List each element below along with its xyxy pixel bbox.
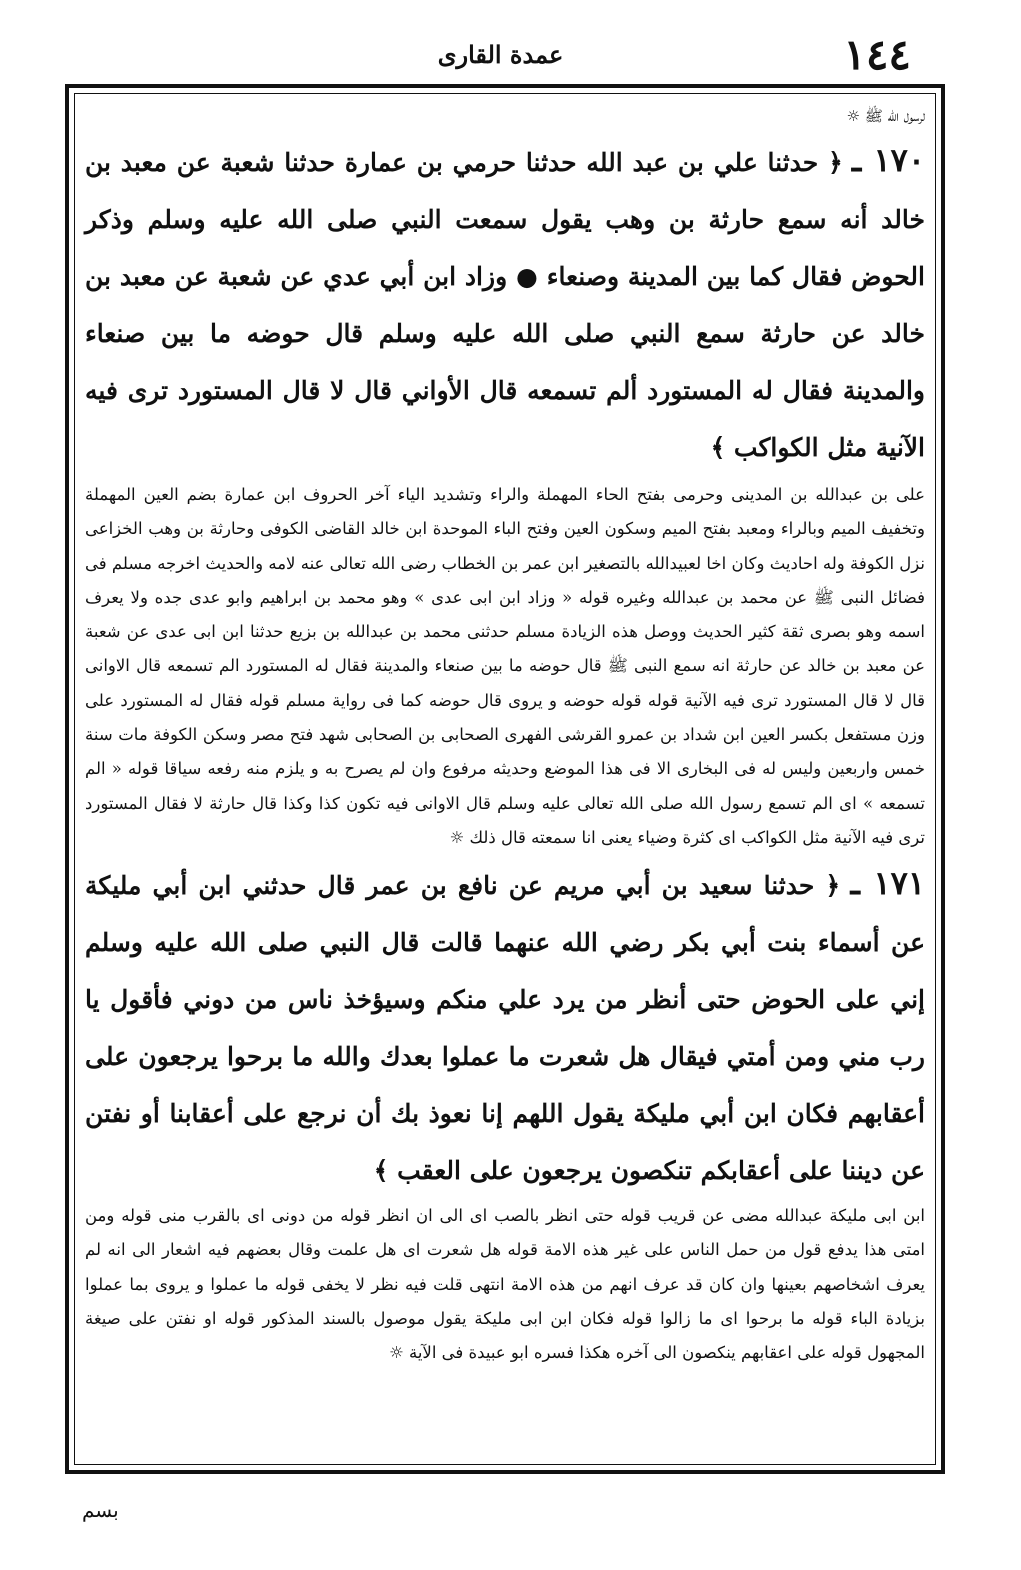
hadith-171-number: ١٧١ ـ: [850, 864, 926, 903]
intro-line: لرسول الله ﷺ ☼: [846, 107, 925, 125]
page-content: [85, 106, 925, 1370]
page-frame: [65, 84, 945, 1474]
page-frame-inner: [74, 93, 936, 1465]
hadith-171-text: ﴿ حدثنا سعيد بن أبي مريم عن نافع بن عمر قال حدثني ابن أبي مليكة عن أسماء بنت أبي بكر رضي الله عنهما قالت قال النبي صلى الله عليه وسلم إني على الحوض حتى أنظر من يرد علي منكم وسيؤخذ ناس من دوني فأقول يا رب مني ومن أمتي فيقال هل شعرت ما عملوا بعدك والله ما برحوا يرجعون على أعقابهم فكان ابن أبي مليكة يقول اللهم إنا نعوذ بك أن نرجع على أعقابنا أو نفتن عن ديننا على أعقابكم تنكصون يرجعون على العقب ﴾: [85, 871, 925, 1186]
commentary-171: ابن ابى مليكة عبدالله مضى عن قريب قوله حتى انظر بالصب اى الى ان انظر قوله من دونى اى بالقرب منى قوله ومن امتى هذا يدفع قول من حمل الناس على غير هذه الامة قوله هل شعرت اى هل علمت وقال بعضهم فيه اشعار الى انه لم يعرف اشخاصهم بعينها وان كان قد عرف انهم من هذه الامة انتهى قلت فيه نظر لا يخفى قوله ما عملوا و يروى بما عملوا بزيادة الباء قوله ما برحوا اى ما زالوا قوله فكان ابن ابى مليكة يقول موصول بالسند المذكور قوله او نفتن على صيغة المجهول قوله على اعقابهم ينكصون الى آخره هكذا فسره ابو عبيدة فى الآية ☼: [85, 1206, 925, 1363]
commentary-170: على بن عبدالله بن المدينى وحرمى بفتح الحاء المهملة والراء وتشديد الياء آخر الحروف ابن عمارة بضم العين المهملة وتخفيف الميم وبالراء ومعبد بفتح الميم وسكون العين وفتح الباء الموحدة ابن خالد القاضى الكوفى وحارثة بن وهب الخزاعى نزل الكوفة وله احاديث وكان اخا لعبيدالله بالتصغير ابن عمر بن الخطاب رضى الله تعالى عنه لامه والحديث اخرجه مسلم فى فضائل النبى ﷺ عن محمد بن عبدالله وغيره قوله « وزاد ابن ابى عدى » وهو محمد بن ابراهيم وابو عدى جده ولا يعرف اسمه وهو بصرى ثقة كثير الحديث ووصل هذه الزيادة مسلم حدثنى محمد بن عبدالله بن بزيع حدثنا ابن ابى عدى عن شعبة عن معبد بن خالد عن حارثة انه سمع النبى ﷺ قال حوضه ما بين صنعاء والمدينة فقال له المستورد الم تسمعه قال الاوانى قال لا قال المستورد ترى فيه الآنية قوله قوله حوضه و يروى قال حوضه كما فى رواية مسلم قوله فقال له المستورد على وزن مستفعل بكسر العين ابن شداد بن عمرو القرشى الفهرى الصحابى بن الصحابى شهد فتح مصر وسكن الكوفة مات سنة خمس واربعين وليس له فى البخارى الا فى هذا الموضع وحديثه مرفوع وان لم يصرح به و يلزم منه رفعه سياقا قوله « الم تسمعه » اى الم تسمع رسول الله صلى الله تعالى عليه وسلم قال الاوانى فيه تكون كذا وكذا قال حارثة لا فقال المستورد ترى فيه الآنية مثل الكواكب اى كثرة وضياء يعنى انا سمعته قال ذلك ☼: [85, 485, 925, 847]
catchword: بسم: [82, 1498, 119, 1522]
hadith-170-text: ﴿ حدثنا علي بن عبد الله حدثنا حرمي بن عمارة حدثنا شعبة عن معبد بن خالد أنه سمع حارثة بن وهب يقول سمعت النبي صلى الله عليه وسلم وذكر الحوض فقال كما بين المدينة وصنعاء ● وزاد ابن أبي عدي عن شعبة عن معبد بن خالد عن حارثة سمع النبي صلى الله عليه وسلم قال حوضه ما بين صنعاء والمدينة فقال له المستورد ألم تسمعه قال الأواني قال لا قال المستورد ترى فيه الآنية مثل الكواكب ﴾: [85, 148, 925, 462]
hadith-170-number: ١٧٠ ـ: [851, 141, 926, 179]
running-title: عمدة القارى: [437, 40, 564, 69]
page-number: ١٤٤: [843, 30, 911, 79]
hadith-170: [85, 132, 925, 476]
page-header: [90, 30, 911, 84]
hadith-171: [85, 855, 925, 1199]
